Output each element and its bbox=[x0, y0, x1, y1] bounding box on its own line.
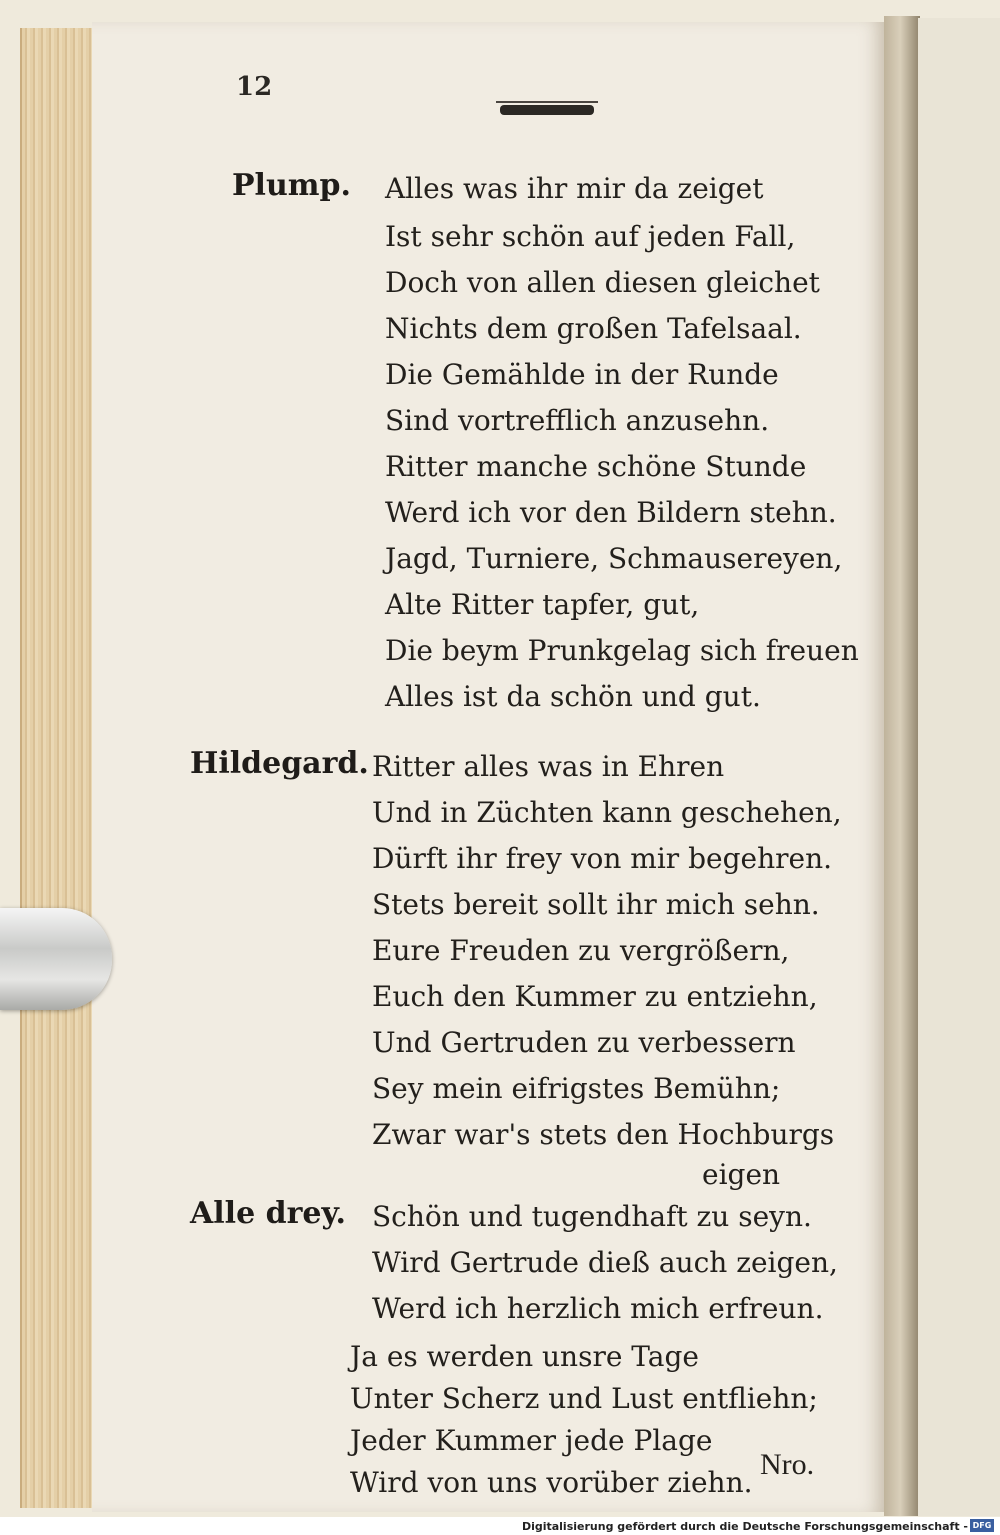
verse-line: Nichts dem großen Tafelsaal. bbox=[385, 312, 802, 345]
verse-line: Doch von allen diesen gleichet bbox=[385, 266, 820, 299]
dfg-logo-icon: DFG bbox=[970, 1519, 994, 1532]
catchword: Nro. bbox=[760, 1448, 815, 1481]
verse-line: Zwar war's stets den Hochburgs bbox=[372, 1118, 835, 1151]
speaker-name: Plump. bbox=[232, 168, 351, 203]
verse-line: Werd ich herzlich mich erfreun. bbox=[372, 1292, 824, 1325]
verse-line: Und in Züchten kann geschehen, bbox=[372, 796, 842, 829]
verse-line: Euch den Kummer zu entziehn, bbox=[372, 980, 818, 1013]
verse-line: Ja es werden unsre Tage bbox=[350, 1340, 699, 1373]
page-number: 12 bbox=[236, 72, 273, 102]
verse-line: Alte Ritter tapfer, gut, bbox=[385, 588, 700, 621]
speaker-name: Alle drey. bbox=[190, 1196, 346, 1231]
verse-line: Stets bereit sollt ihr mich sehn. bbox=[372, 888, 820, 921]
verse-line: Und Gertruden zu verbessern bbox=[372, 1026, 796, 1059]
verse-line: Unter Scherz und Lust entfliehn; bbox=[350, 1382, 818, 1415]
facing-page-edge bbox=[918, 18, 1000, 1516]
book-gutter bbox=[884, 16, 920, 1516]
verse-line: Ist sehr schön auf jeden Fall, bbox=[385, 220, 796, 253]
header-rule bbox=[500, 105, 594, 115]
header-rule-thin bbox=[496, 101, 598, 103]
verse-line: Wird von uns vorüber ziehn. bbox=[350, 1466, 753, 1499]
verse-line: Ritter manche schöne Stunde bbox=[385, 450, 807, 483]
verse-line-turnover: eigen bbox=[702, 1158, 781, 1191]
verse-line: Wird Gertrude dieß auch zeigen, bbox=[372, 1246, 838, 1279]
page-clip bbox=[0, 908, 112, 1010]
verse-line: Jeder Kummer jede Plage bbox=[350, 1424, 713, 1457]
page-edges bbox=[20, 28, 94, 1508]
verse-line: Schön und tugendhaft zu seyn. bbox=[372, 1200, 812, 1233]
verse-line: Die Gemählde in der Runde bbox=[385, 358, 779, 391]
verse-line: Dürft ihr frey von mir begehren. bbox=[372, 842, 833, 875]
verse-line: Sind vortrefflich anzusehn. bbox=[385, 404, 770, 437]
verse-line: Jagd, Turniere, Schmausereyen, bbox=[385, 542, 843, 575]
verse-line: Alles was ihr mir da zeiget bbox=[385, 172, 764, 205]
verse-line: Sey mein eifrigstes Bemühn; bbox=[372, 1072, 781, 1105]
verse-line: Werd ich vor den Bildern stehn. bbox=[385, 496, 837, 529]
footer-credit: Digitalisierung gefördert durch die Deutsche Forschungsgemeinschaft - bbox=[521, 1520, 968, 1533]
verse-line: Eure Freuden zu vergrößern, bbox=[372, 934, 790, 967]
verse-line: Die beym Prunkgelag sich freuen bbox=[385, 634, 859, 667]
verse-line: Alles ist da schön und gut. bbox=[385, 680, 761, 713]
speaker-name: Hildegard. bbox=[190, 746, 369, 781]
verse-line: Ritter alles was in Ehren bbox=[372, 750, 725, 783]
